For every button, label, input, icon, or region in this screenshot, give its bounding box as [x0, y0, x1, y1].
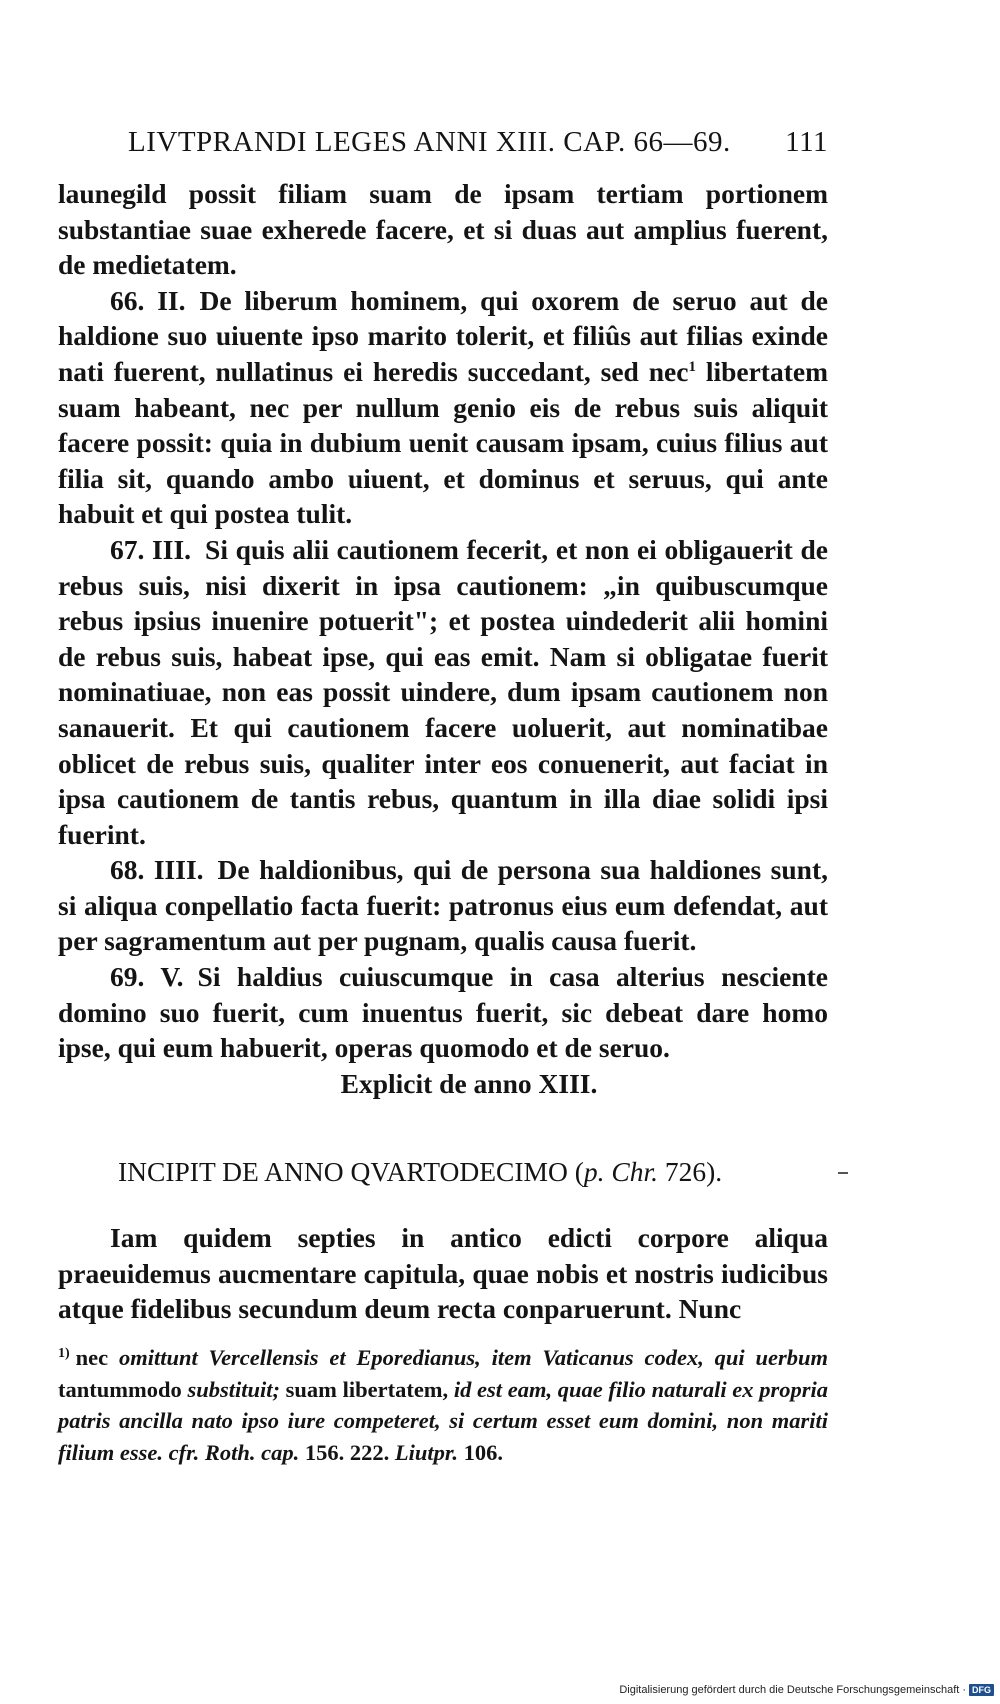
- footnote-run: 156. 222.: [299, 1439, 395, 1465]
- prologue-text: [58, 1220, 828, 1327]
- print-speck: [838, 1172, 848, 1174]
- paragraph-67: [58, 532, 828, 852]
- section-heading-era: p. Chr.: [583, 1156, 659, 1187]
- footnote-reference: 1: [688, 358, 696, 375]
- footnote-text: [58, 1342, 828, 1468]
- paragraph-66-text-b: libertatem suam habeant, nec per nullum genio eis de rebus suis aliquit facere possit: quia in dubium uenit causam ipsam, cuius filius aut filia sit, quando ambo uiuent, et dominus et seruus, qui ante habuit et qui postea tulit.: [58, 355, 828, 530]
- running-head: [128, 126, 828, 166]
- paragraph-66-text-a: De liberum hominem, qui oxorem de seruo aut de haldione suo uiuente ipso marito tolerit, et filiûs aut filias exinde nati fuerent, nullatinus ei heredis succedant, sed nec: [58, 284, 828, 387]
- footnote-run: tantummodo: [58, 1376, 188, 1402]
- explicit-line: Explicit de anno XIII.: [340, 1067, 598, 1099]
- paragraph-67-text: Si quis alii cautionem fecerit, et non ei obligauerit de rebus suis, nisi dixerit in ipsa cautionem: „in quibuscumque rebus ipsius inuenire potuerit"; et postea uindederit alii homini de rebus suis, habeat ipse, qui eas emit. Nam si obligatae fuerit nominatiuae, non eas possit uindere, dum ipsam cautionem non sanauerit. Et qui cautionem facere uoluerit, aut nominatibae oblicet de rebus suis, qualiter inter eos conuenerit, aut faciat in ipsa cautionem de tantis rebus, quantum in illa diae solidi ipsi fuerint.: [58, 533, 828, 850]
- dfg-logo: DFG: [969, 1684, 994, 1696]
- paragraph-68-text: De haldionibus, qui de persona sua haldiones sunt, si aliqua conpellatio facta fuerit: patronus eius eum defendat, aut per sagramentum aut per pugnam, qualis causa fuerit.: [58, 854, 829, 957]
- chapter-number-69: 69. V.: [110, 961, 184, 993]
- paragraph-69: [58, 959, 828, 1066]
- footnote-italic-run: substituit;: [187, 1376, 280, 1402]
- chapter-number-68: 68. IIII.: [110, 854, 204, 886]
- section-heading-main: INCIPIT DE ANNO QVARTODECIMO: [118, 1156, 568, 1187]
- section-heading: [118, 1156, 838, 1188]
- footnote-run: 106.: [458, 1439, 504, 1465]
- paragraph-68: [58, 852, 828, 959]
- paragraph-69-text: Si haldius cuiuscumque in casa alterius nesciente domino suo fuerit, cum inuentus fuerit, sic debeat dare homo ipse, qui eum habuerit, operas quomodo et de seruo.: [58, 961, 828, 1064]
- page-number: 111: [785, 126, 828, 158]
- footnote-italic-run: omittunt Vercellensis et Eporedianus, item Vaticanus codex, qui uerbum: [118, 1345, 828, 1370]
- chapter-number-66: 66. II.: [110, 284, 186, 316]
- footnote: [58, 1342, 828, 1468]
- footnote-italic-run: id est eam, quae filio naturali ex propria patris ancilla nato ipso iure competeret, si certum esset eum domini, non mariti filium esse. cfr. Roth. cap.: [58, 1376, 828, 1465]
- paragraph-66: [58, 283, 828, 532]
- footnote-italic-run: Liutpr.: [394, 1439, 459, 1465]
- footnote-run: suam libertatem,: [279, 1376, 454, 1402]
- section-heading-paren: (: [574, 1156, 584, 1187]
- digitization-credit: Digitalisierung gefördert durch die Deutsche Forschungsgemeinschaft · DFG: [619, 1682, 994, 1698]
- section-heading-year: 726).: [658, 1156, 723, 1187]
- credit-text: Digitalisierung gefördert durch die Deutsche Forschungsgemeinschaft: [619, 1684, 960, 1696]
- running-head-title: LIVTPRANDI LEGES ANNI XIII. CAP. 66—69.: [128, 126, 731, 158]
- prologue-paragraph: Iam quidem septies in antico edicti corpore aliqua praeuidemus aucmentare capitula, quae nobis et nostris iudicibus atque fidelibus secundum deum recta conparuerunt. Nunc: [58, 1222, 828, 1325]
- chapter-number-67: 67. III.: [110, 533, 192, 565]
- main-text: [58, 176, 828, 1101]
- footnote-run: nec: [75, 1345, 119, 1370]
- paragraph-continued: launegild possit filiam suam de ipsam tertiam portionem substantiae suae exherede facere, et si duas aut amplius fuerent, de medietatem.: [58, 178, 828, 281]
- footnote-mark: 1): [58, 1345, 70, 1361]
